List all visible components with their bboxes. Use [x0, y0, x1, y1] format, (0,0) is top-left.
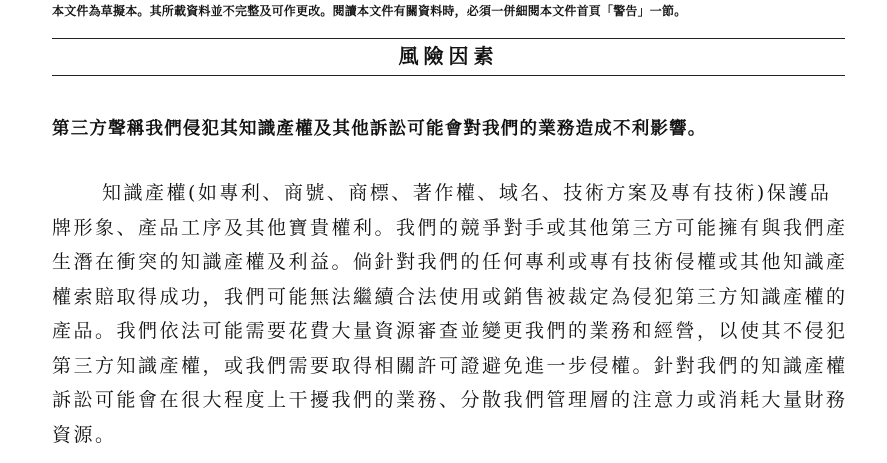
paragraph-line: 資源。	[52, 423, 117, 446]
draft-notice: 本文件為草擬本。其所載資料並不完整及可作更改。閱讀本文件有關資料時，必須一併細閱本文件首頁「警告」一節。	[52, 4, 687, 18]
paragraph-line: 訴訟可能會在很大程度上干擾我們的業務、分散我們管理層的注意力或消耗大量財務	[52, 389, 848, 411]
paragraph-line: 第三方知識產權，或我們需要取得相關許可證避免進一步侵權。針對我們的知識產權	[52, 354, 848, 377]
section-title: 風險因素	[398, 44, 499, 68]
paragraph-line: 權索賠取得成功，我們可能無法繼續合法使用或銷售被裁定為侵犯第三方知識產權的	[52, 285, 848, 308]
risk-paragraph	[52, 176, 846, 452]
paragraph-line: 知識產權(如專利、商號、商標、著作權、域名、技術方案及專有技術)保護品	[102, 182, 832, 204]
paragraph-line: 牌形象、產品工序及其他寶貴權利。我們的競爭對手或其他第三方可能擁有與我們產	[52, 216, 848, 239]
risk-heading: 第三方聲稱我們侵犯其知識產權及其他訴訟可能會對我們的業務造成不利影響。	[52, 119, 707, 139]
paragraph-line: 生潛在衝突的知識產權及利益。倘針對我們的任何專利或專有技術侵權或其他知識產	[52, 251, 848, 273]
title-bottom-rule	[52, 75, 845, 76]
title-top-rule	[52, 38, 845, 39]
paragraph-line: 產品。我們依法可能需要花費大量資源審查並變更我們的業務和經營，以使其不侵犯	[52, 320, 848, 342]
